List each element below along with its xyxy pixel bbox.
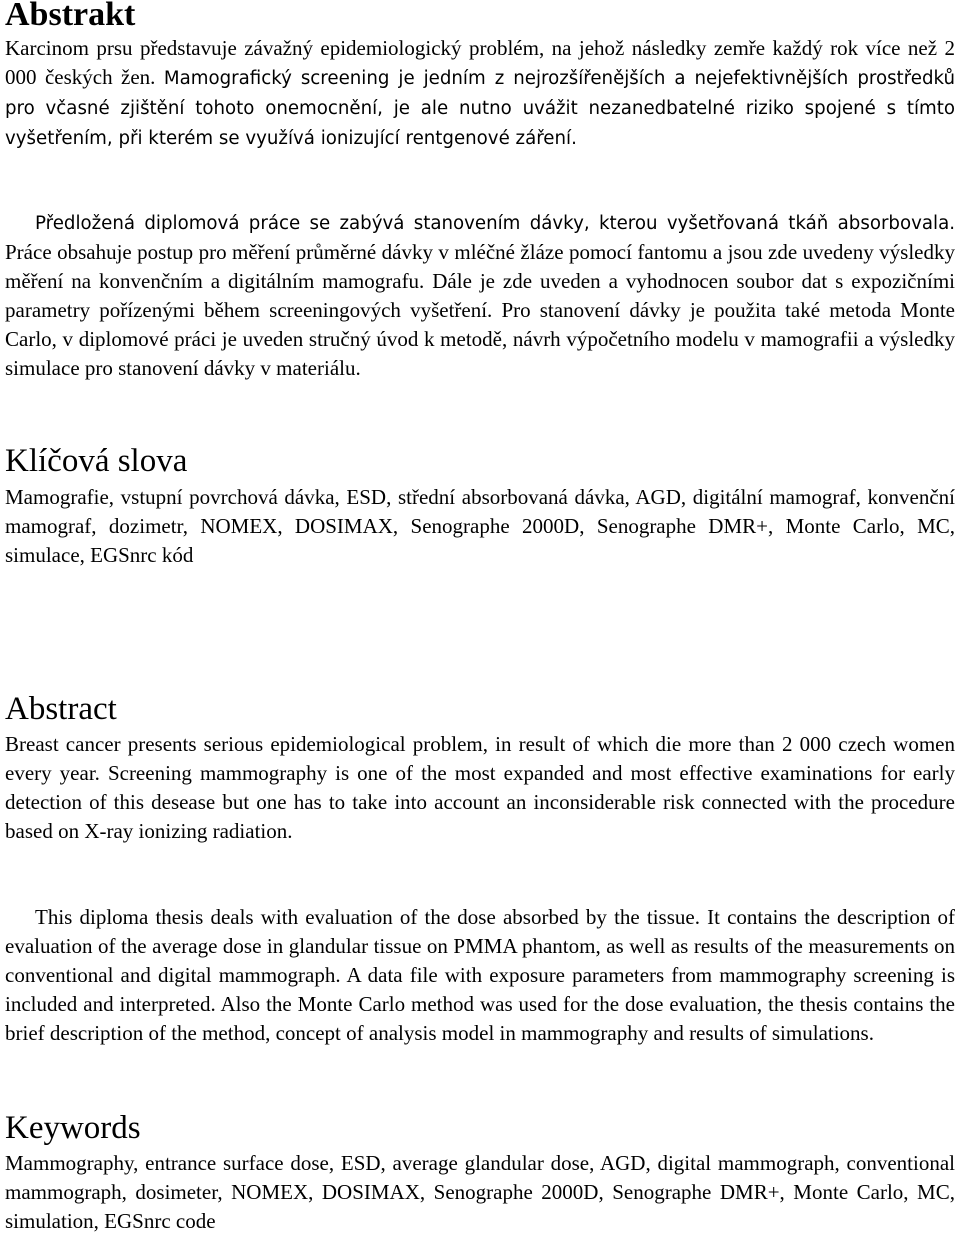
abstrakt-p2-serif: Práce obsahuje postup pro měření průměrné dávky v mléčné žláze pomocí fantomu a jsou zde uvedeny výsledky měření na konvenčním a digitálním mamografu. Dále je zde uveden a vyhodnocen soubor dat s expozičními parametry pořízenými během screeningových vyšetření. Pro stanovení dávky je použita také metoda Monte Carlo, v diplomové práci je uveden stručný úvod k metodě, návrh výpočetního modelu v mamografii a výsledky simulace pro stanovení dávky v materiálu. — [5, 240, 955, 380]
heading-klicova-slova: Klíčová slova — [5, 443, 188, 479]
abstrakt-paragraph-2 — [5, 208, 955, 383]
heading-abstract: Abstract — [5, 691, 117, 727]
heading-keywords: Keywords — [5, 1110, 141, 1146]
keywords-text: Mammography, entrance surface dose, ESD, average glandular dose, AGD, digital mammograph, conventional mammograph, dosimeter, NOMEX, DOSIMAX, Senographe 2000D, Senographe DMR+, Monte Carlo, MC, simulation, EGSnrc code — [5, 1151, 955, 1233]
abstrakt-p1-serif: Karcinom prsu představuje závažný epidemiologický problém, na jehož následky zemře každý rok více než 2 000 českých žen. — [5, 36, 955, 89]
abstract-paragraph-2: This diploma thesis deals with evaluation of the dose absorbed by the tissue. It contains the description of evaluation of the average dose in glandular tissue on PMMA phantom, as well as results of the measurements on conventional and digital mammograph. A data file with exposure parameters from mammography screening is included and interpreted. Also the Monte Carlo method was used for the dose evaluation, the thesis contains the brief description of the method, concept of analysis model in mammography and results of simulations. — [5, 905, 955, 1045]
heading-abstrakt: Abstrakt — [5, 0, 136, 33]
abstrakt-p1-sans: Mamografický screening je jedním z nejrozšířenějších a nejefektivnějších prostředků pro včasné zjištění tohoto onemocnění, je ale nutno uvážit nezanedbatelné riziko spojené s tímto vyšetřením, při kterém se využívá ionizující rentgenové záření. — [5, 68, 955, 149]
abstract-paragraph-1: Breast cancer presents serious epidemiological problem, in result of which die more than 2 000 czech women every year. Screening mammography is one of the most expanded and most effective examinations for early detection of this desease but one has to take into account an inconsiderable risk connected with the procedure based on X-ray ionizing radiation. — [5, 732, 955, 843]
abstrakt-paragraph-1 — [5, 34, 955, 153]
klicova-slova-text: Mamografie, vstupní povrchová dávka, ESD, střední absorbovaná dávka, AGD, digitální mamograf, konvenční mamograf, dozimetr, NOMEX, DOSIMAX, Senographe 2000D, Senographe DMR+, Monte Carlo, MC, simulace, EGSnrc kód — [5, 485, 955, 567]
abstrakt-p2-sans: Předložená diplomová práce se zabývá stanovením dávky, kterou vyšetřovaná tkáň absorbovala. — [35, 213, 955, 234]
